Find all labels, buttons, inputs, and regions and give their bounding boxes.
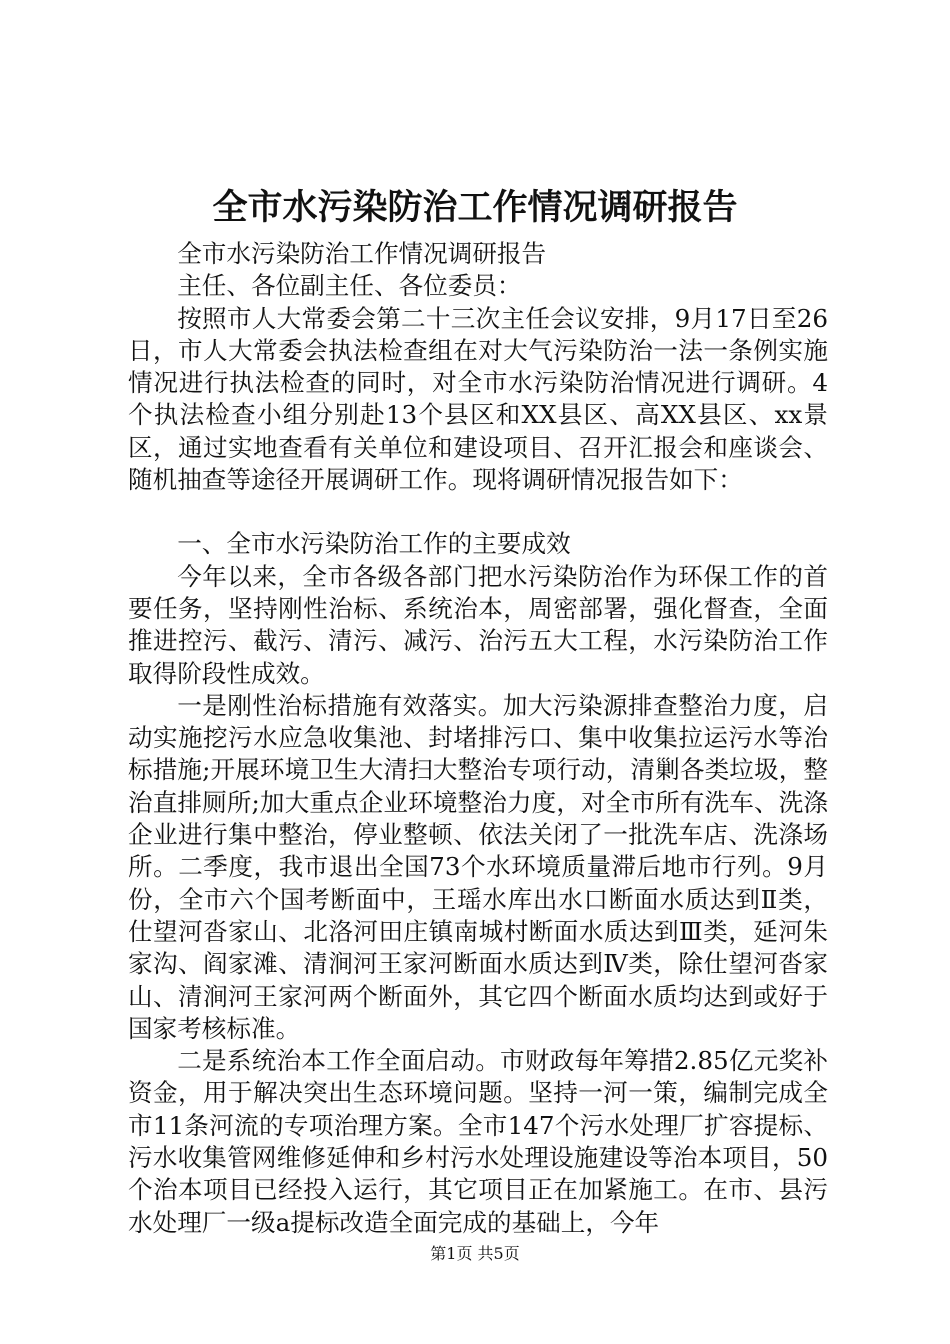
paragraph-subtitle: 全市水污染防治工作情况调研报告: [177, 239, 547, 268]
document-title: 全市水污染防治工作情况调研报告: [212, 187, 738, 228]
document-body: [128, 238, 828, 1239]
paragraph-salutation: 主任、各位副主任、各位委员：: [177, 271, 522, 301]
page-footer: 第1页 共5页: [430, 1244, 520, 1263]
section-heading: 一、全市水污染防治工作的主要成效: [177, 529, 571, 559]
paragraph-summary: 今年以来，全市各级各部门把水污染防治作为环保工作的首要任务，坚持刚性治标、系统治本，周密部署，强化督查，全面推进控污、截污、清污、减污、治污五大工程，水污染防治工作取得阶段性成效。: [128, 561, 828, 688]
paragraph-intro: 按照市人大常委会第二十三次主任会议安排，9月17日至26日，市人大常委会执法检查组在对大气污染防治一法一条例实施情况进行执法检查的同时，对全市水污染防治情况进行调研。4个执法检查小组分别赴13个县区和XX县区、高XX县区、xx景区，通过实地查看有关单位和建设项目、召开汇报会和座谈会、随机抽查等途径开展调研工作。现将调研情况报告如下：: [128, 303, 828, 495]
paragraph-point-one: 一是刚性治标措施有效落实。加大污染源排查整治力度，启动实施挖污水应急收集池、封堵排污口、集中收集拉运污水等治标措施;开展环境卫生大清扫大整治专项行动，清剿各类垃圾，整治直排厕所;加大重点企业环境整治力度，对全市所有洗车、洗涤企业进行集中整治，停业整顿、依法关闭了一批洗车店、洗涤场所。二季度，我市退出全国73个水环境质量滞后地市行列。9月份，全市六个国考断面中，王瑶水库出水口断面水质达到Ⅱ类，仕望河沓家山、北洛河田庄镇南城村断面水质达到Ⅲ类，延河朱家沟、阎家滩、清涧河王家河断面水质达到Ⅳ类，除仕望河沓家山、清涧河王家河两个断面外，其它四个断面水质均达到或好于国家考核标准。: [128, 690, 828, 1043]
paragraph-point-two: 二是系统治本工作全面启动。市财政每年筹措2.85亿元奖补资金，用于解决突出生态环境问题。坚持一河一策，编制完成全市11条河流的专项治理方案。全市147个污水处理厂扩容提标、污水收集管网维修延伸和乡村污水处理设施建设等治本项目，50个治本项目已经投入运行，其它项目正在加紧施工。在市、县污水处理厂一级a提标改造全面完成的基础上，今年: [128, 1046, 828, 1237]
paragraph-spacer: [128, 496, 828, 528]
